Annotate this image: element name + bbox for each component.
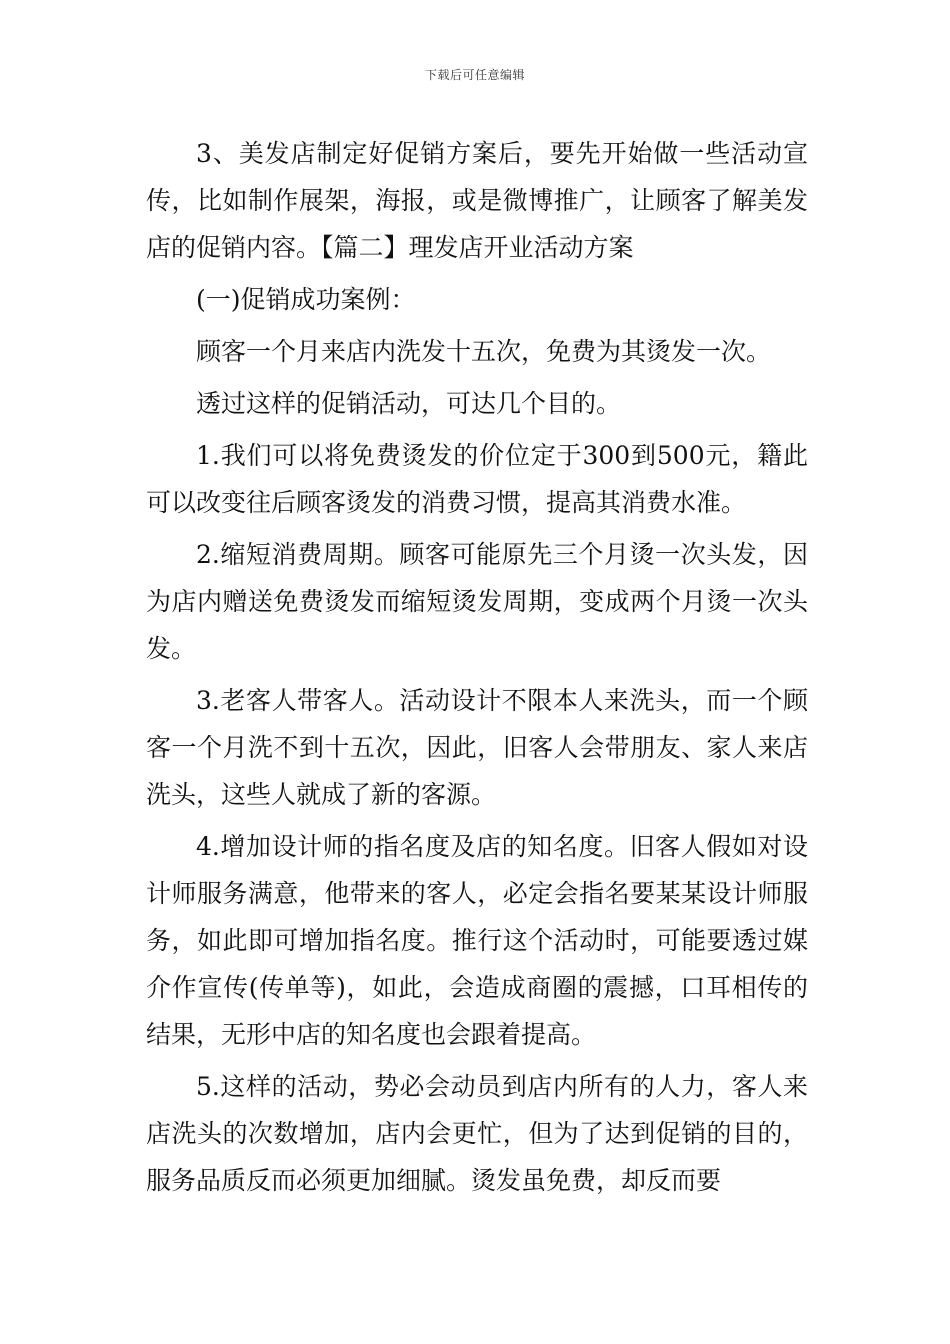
document-body — [146, 130, 808, 1204]
header-note: 下载后可任意编辑 — [424, 68, 525, 82]
paragraph-section-heading: (一)促销成功案例： — [196, 285, 416, 314]
paragraph-point-3: 3.老客人带客人。活动设计不限本人来洗头，而一个顾客一个月洗不到十五次，因此，旧客人会带朋友、家人来店洗头，这些人就成了新的客源。 — [146, 686, 808, 809]
paragraph-point-4: 4.增加设计师的指名度及店的知名度。旧客人假如对设计师服务满意，他带来的客人，必定会指名要某某设计师服务，如此即可增加指名度。推行这个活动时，可能要透过媒介作宣传(传单等)，如此，会造成商圈的震撼，口耳相传的结果，无形中店的知名度也会跟着提高。 — [146, 832, 808, 1049]
paragraph-point-5: 5.这样的活动，势必会动员到店内所有的人力，客人来店洗头的次数增加，店内会更忙，但为了达到促销的目的，服务品质反而必须更加细腻。烫发虽免费，却反而要 — [146, 1072, 808, 1195]
paragraph-point-1: 1.我们可以将免费烫发的价位定于300到500元，籍此可以改变往后顾客烫发的消费习惯，提高其消费水准。 — [146, 441, 808, 517]
paragraph-case: 顾客一个月来店内洗发十五次，免费为其烫发一次。 — [196, 337, 772, 366]
paragraph-point-2: 2.缩短消费周期。顾客可能原先三个月烫一次头发，因为店内赠送免费烫发而缩短烫发周期，变成两个月烫一次头发。 — [146, 540, 808, 663]
paragraph-goals: 透过这样的促销活动，可达几个目的。 — [196, 389, 622, 418]
paragraph-intro-promotion: 3、美发店制定好促销方案后，要先开始做一些活动宣传，比如制作展架，海报，或是微博推广，让顾客了解美发店的促销内容。【篇二】理发店开业活动方案 — [146, 139, 808, 262]
